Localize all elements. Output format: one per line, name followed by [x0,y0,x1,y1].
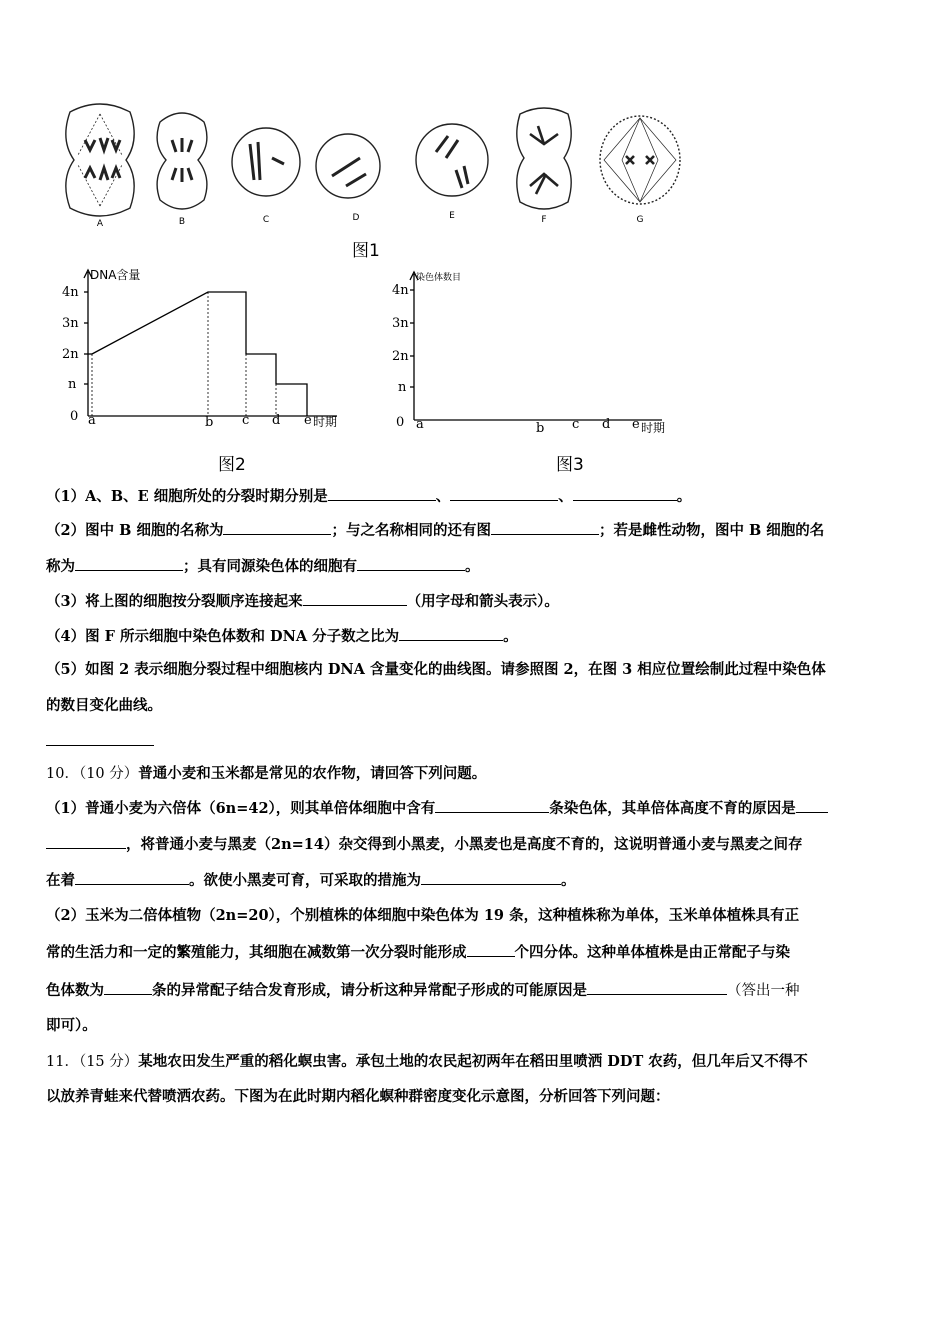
fig3-xtick-c: c [572,417,580,432]
answer-blank[interactable] [303,591,407,606]
q9-part5-line2: 的数目变化曲线。 [46,697,162,714]
answer-blank[interactable] [357,556,465,571]
fig2-xtick-b: b [205,415,214,430]
cell-label-a: A [96,219,104,229]
q9-part2-line2: 称为 ；具有同源染色体的细胞有 。 [46,558,480,575]
q10-part1-line1: （1）普通小麦为六倍体（6n=42），则其单倍体细胞中含有 条染色体，其单倍体高度不育的原因是 [46,798,828,819]
figure-3-caption: 图3 [556,455,584,475]
answer-blank[interactable] [223,520,331,535]
answer-blank[interactable] [104,980,152,995]
cell-label-b: B [178,217,186,227]
fig2-xtick-e: e [304,413,312,428]
fig2-ytick-3n: 3n [62,316,79,331]
fig3-xtick-b: b [536,421,545,436]
fig3-ytick-0: 0 [396,415,405,430]
cell-label-g: G [636,215,644,225]
fig3-ylabel: 染色体数目 [416,273,462,283]
fig2-ytick-0: 0 [70,409,79,424]
cell-label-d: D [352,213,360,223]
answer-blank[interactable] [450,486,558,501]
answer-blank[interactable] [46,834,126,849]
fig3-ytick-2n: 2n [392,349,409,364]
figure-2-caption: 图2 [218,455,246,475]
fig2-xlabel: 时期 [313,415,338,429]
cell-label-c: C [262,215,270,225]
answer-blank[interactable] [435,798,549,813]
cell-label-e: E [449,211,455,221]
q10-part1-line2: ，将普通小麦与黑麦（2n=14）杂交得到小黑麦，小黑麦也是高度不育的，这说明普通小麦与黑麦之间存 [46,834,802,855]
fig3-xtick-d: d [602,417,611,432]
answer-blank[interactable] [587,980,727,995]
q10-heading: 10．（10 分）普通小麦和玉米都是常见的农作物，请回答下列问题。 [46,765,487,782]
answer-blank[interactable] [328,486,436,501]
fig2-xtick-d: d [272,413,281,428]
answer-rule[interactable] [46,745,154,746]
q11-line2: 以放养青蛙来代替喷洒农药。下图为在此时期内稻化螟种群密度变化示意图，分析回答下列问题： [46,1088,670,1105]
cell-g-outline [600,116,680,204]
cell-c-outline [232,128,300,196]
cell-f-outline [517,108,571,209]
q10-part1-line3: 在着 。欲使小黑麦可育，可采取的措施为 。 [46,872,576,889]
answer-blank[interactable] [491,520,599,535]
q10-part2-line4: 即可）。 [46,1017,97,1034]
q10-part2-line1: （2）玉米为二倍体植物（2n=20），个别植株的体细胞中染色体为 19 条，这种植株称为单体，玉米单体植株具有正 [46,907,800,924]
answer-blank[interactable] [75,556,183,571]
cell-e-outline [416,124,488,196]
fig2-xtick-a: a [88,413,96,428]
figure-3-chart [392,266,692,441]
fig3-ytick-n: n [398,380,407,395]
q10-part2-line2: 常的生活力和一定的繁殖能力，其细胞在减数第一次分裂时能形成 个四分体。这种单体植株是由正常配子与染 [46,944,790,961]
fig3-xtick-e: e [632,417,640,432]
answer-blank[interactable] [467,942,515,957]
fig3-xlabel: 时期 [641,421,666,435]
answer-blank[interactable] [399,626,503,641]
answer-blank[interactable] [796,798,828,813]
q11-line1: 11．（15 分）某地农田发生严重的稻化螟虫害。承包土地的农民起初两年在稻田里喷洒 DDT 农药，但几年后又不得不 [46,1053,808,1070]
q10-part2-line3: 色体数为 条的异常配子结合发育形成，请分析这种异常配子形成的可能原因是 （答出一种 [46,982,800,999]
q9-part4: （4）图 F 所示细胞中染色体数和 DNA 分子数之比为 。 [46,628,518,645]
dna-curve [92,292,307,416]
fig2-ytick-2n: 2n [62,347,79,362]
fig2-ytick-4n: 4n [62,285,79,300]
figure-1-caption: 图1 [352,241,380,261]
answer-blank[interactable] [573,486,677,501]
fig2-ytick-n: n [68,377,77,392]
fig2-ylabel: DNA含量 [90,268,141,282]
answer-blank[interactable] [75,870,189,885]
q9-part2-line1: （2）图中 B 细胞的名称为 ；与之名称相同的还有图 ；若是雌性动物，图中 B 细胞的名 [46,522,825,539]
fig3-ytick-4n: 4n [392,283,409,298]
fig3-ytick-3n: 3n [392,316,409,331]
fig3-xtick-a: a [416,417,424,432]
q9-part5-line1: （5）如图 2 表示细胞分裂过程中细胞核内 DNA 含量变化的曲线图。请参照图 2，在图 3 相应位置绘制此过程中染色体 [46,661,826,678]
cell-b-outline [157,113,207,209]
q9-part1: （1）A、B、E 细胞所处的分裂时期分别是 、 、 。 [46,488,692,505]
q9-part3: （3）将上图的细胞按分裂顺序连接起来 （用字母和箭头表示）。 [46,593,559,610]
cell-a-outline [66,104,134,216]
answer-blank[interactable] [421,870,561,885]
figure-2-chart [62,266,362,436]
fig2-xtick-c: c [242,413,250,428]
cell-label-f: F [541,215,547,225]
figure-1-cells [60,100,700,230]
